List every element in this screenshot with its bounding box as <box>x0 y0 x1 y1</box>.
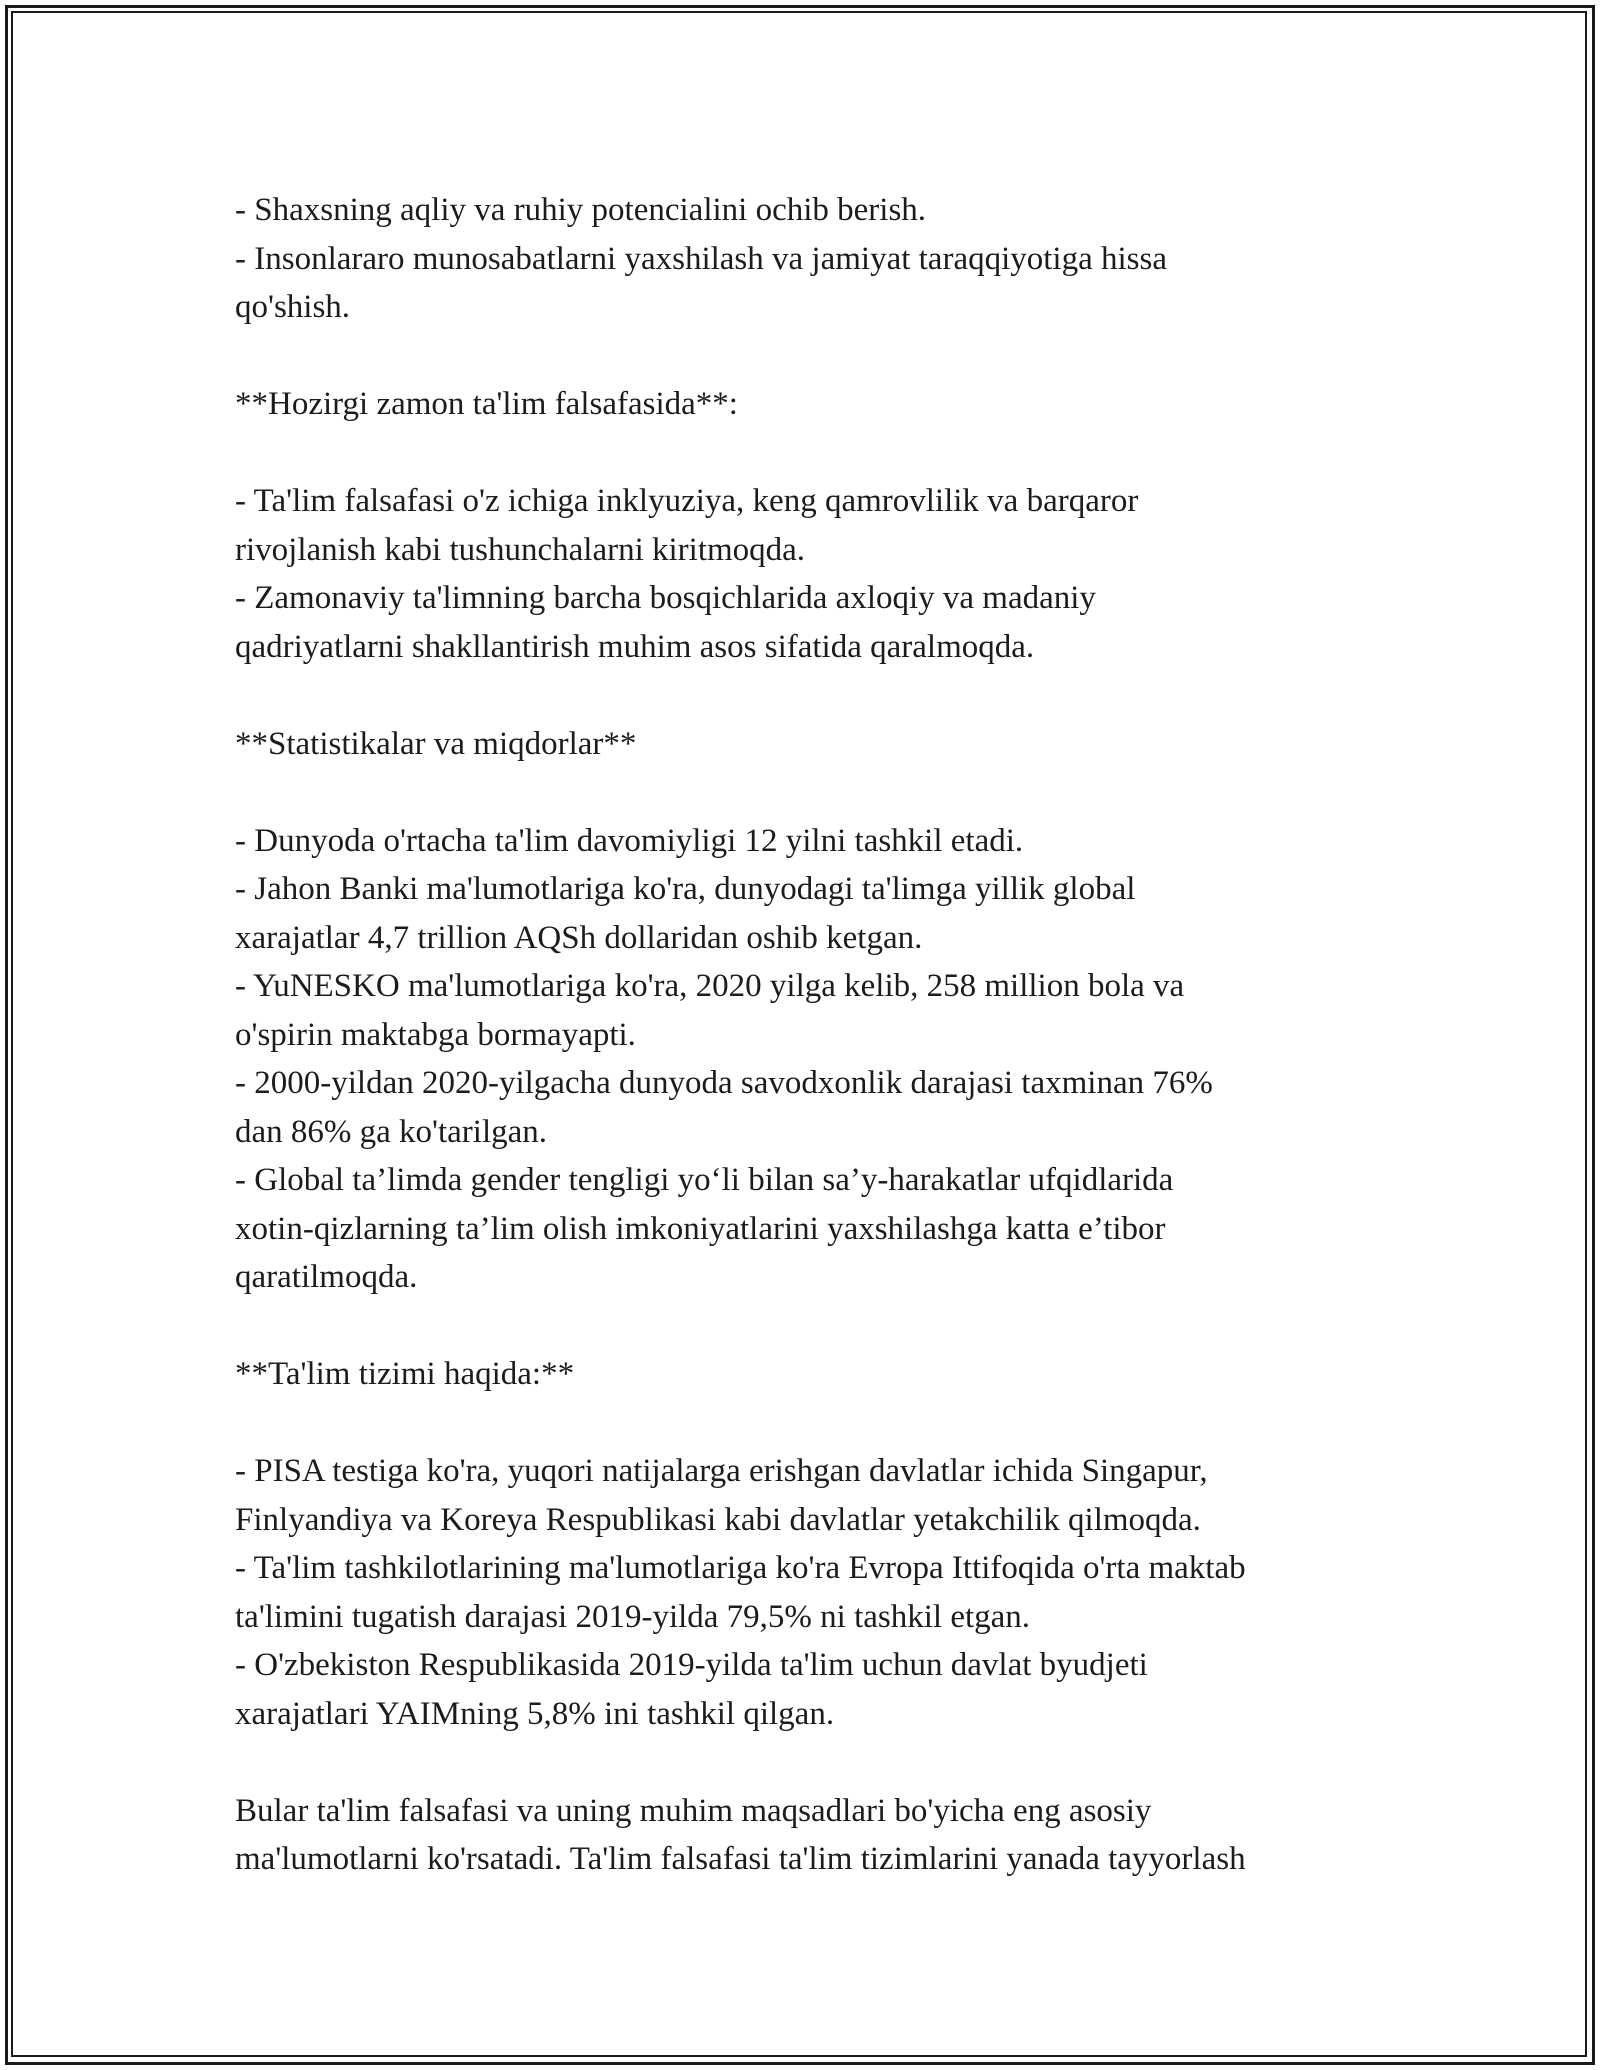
text-line: - Zamonaviy ta'limning barcha bosqichlarida axloqiy va madaniy <box>235 580 1096 616</box>
blank-line <box>235 332 1395 381</box>
text-line: qo'shish. <box>235 289 351 325</box>
blank-line <box>235 429 1395 478</box>
text-line: - 2000-yildan 2020-yilgacha dunyoda savodxonlik darajasi taxminan 76% <box>235 1065 1213 1101</box>
text-line: - Dunyoda o'rtacha ta'lim davomiyligi 12 yilni tashkil etadi. <box>235 822 1024 859</box>
text-line: - PISA testiga ko'ra, yuqori natijalarga erishgan davlatlar ichida Singapur, <box>235 1453 1208 1489</box>
blank-line <box>235 1738 1395 1787</box>
text-line: - Insonlararo munosabatlarni yaxshilash va jamiyat taraqqiyotiga hissa <box>235 240 1167 277</box>
text-line: xotin-qizlarning ta’lim olish imkoniyatlarini yaxshilashga katta e’tibor <box>235 1210 1166 1247</box>
text-line: Bular ta'lim falsafasi va uning muhim maqsadlari bo'yicha eng asosiy <box>235 1792 1152 1829</box>
text-line: xarajatlari YAIMning 5,8% ini tashkil qilgan. <box>235 1695 835 1732</box>
blank-line <box>235 1399 1395 1448</box>
document-body <box>235 186 1395 1884</box>
text-line: rivojlanish kabi tushunchalarni kiritmoqda. <box>235 531 806 568</box>
section-heading: **Ta'lim tizimi haqida:** <box>235 1356 575 1392</box>
section-heading: **Hozirgi zamon ta'lim falsafasida**: <box>235 386 738 422</box>
text-line: - YuNESKO ma'lumotlariga ko'ra, 2020 yilga kelib, 258 million bola va <box>235 968 1185 1004</box>
text-line: o'spirin maktabga bormayapti. <box>235 1016 636 1053</box>
blank-line <box>235 671 1395 720</box>
section-heading: **Statistikalar va miqdorlar** <box>235 725 637 762</box>
text-line: - Global ta’limda gender tengligi yo‘li bilan sa’y-harakatlar ufqidlarida <box>235 1162 1174 1198</box>
text-line: - O'zbekiston Respublikasida 2019-yilda ta'lim uchun davlat byudjeti <box>235 1647 1148 1683</box>
text-line: - Ta'lim tashkilotlarining ma'lumotlariga ko'ra Evropa Ittifoqida o'rta maktab <box>235 1550 1246 1586</box>
text-line: qaratilmoqda. <box>235 1259 418 1295</box>
blank-line <box>235 768 1395 817</box>
text-line: - Shaxsning aqliy va ruhiy potencialini ochib berish. <box>235 192 927 228</box>
text-line: qadriyatlarni shakllantirish muhim asos sifatida qaralmoqda. <box>235 628 1035 665</box>
text-line: Finlyandiya va Koreya Respublikasi kabi davlatlar yetakchilik qilmoqda. <box>235 1501 1201 1538</box>
text-line: - Jahon Banki ma'lumotlariga ko'ra, dunyodagi ta'limga yillik global <box>235 871 1136 907</box>
text-line: ta'limini tugatish darajasi 2019-yilda 79,5% ni tashkil etgan. <box>235 1598 1031 1635</box>
text-line: dan 86% ga ko'tarilgan. <box>235 1113 548 1150</box>
text-line: xarajatlar 4,7 trillion AQSh dollaridan oshib ketgan. <box>235 919 923 956</box>
text-line: ma'lumotlarni ko'rsatadi. Ta'lim falsafasi ta'lim tizimlarini yanada tayyorlash <box>235 1841 1246 1877</box>
blank-line <box>235 1302 1395 1351</box>
text-line: - Ta'lim falsafasi o'z ichiga inklyuziya, keng qamrovlilik va barqaror <box>235 483 1139 519</box>
